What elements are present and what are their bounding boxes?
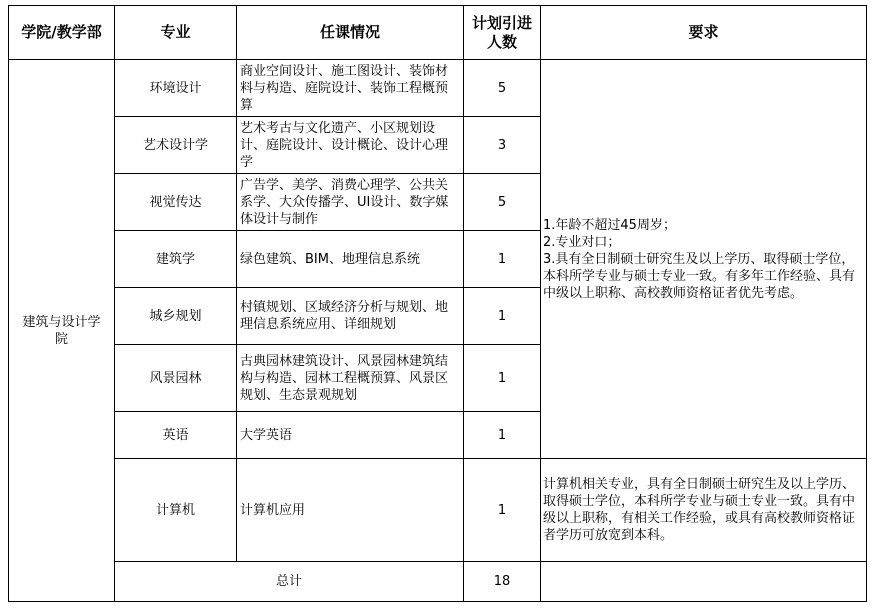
major-cell: 环境设计 (115, 60, 237, 117)
recruitment-table (8, 5, 867, 602)
header-requirements: 要求 (541, 6, 867, 60)
major-cell: 视觉传达 (115, 174, 237, 231)
courses-cell: 艺术考古与文化遗产、小区规划设计、庭院设计、设计概论、设计心理学 (237, 117, 464, 174)
header-row (9, 6, 867, 60)
header-courses: 任课情况 (237, 6, 464, 60)
courses-cell: 广告学、美学、消费心理学、公共关系学、大众传播学、UI设计、数字媒体设计与制作 (237, 174, 464, 231)
college-name: 建筑与设计学院 (9, 60, 115, 602)
count-cell: 5 (464, 60, 541, 117)
major-cell: 建筑学 (115, 231, 237, 288)
courses-cell: 村镇规划、区域经济分析与规划、地理信息系统应用、详细规划 (237, 288, 464, 345)
count-cell: 1 (464, 288, 541, 345)
count-cell: 1 (464, 459, 541, 562)
major-cell: 计算机 (115, 459, 237, 562)
count-cell: 1 (464, 231, 541, 288)
header-major: 专业 (115, 6, 237, 60)
courses-cell: 大学英语 (237, 412, 464, 459)
header-college: 学院/教学部 (9, 6, 115, 60)
major-cell: 风景园林 (115, 345, 237, 412)
count-cell: 1 (464, 412, 541, 459)
total-value: 18 (464, 562, 541, 602)
major-cell: 艺术设计学 (115, 117, 237, 174)
header-plan: 计划引进人数 (464, 6, 541, 60)
total-empty-cell (541, 562, 867, 602)
requirements-computer: 计算机相关专业，具有全日制硕士研究生及以上学历、取得硕士学位，本科所学专业与硕士专业一致。具有中级以上职称，有相关工作经验，或具有高校教师资格证者学历可放宽到本科。 (541, 459, 867, 562)
courses-cell: 绿色建筑、BIM、地理信息系统 (237, 231, 464, 288)
table-row (9, 60, 867, 117)
courses-cell: 商业空间设计、施工图设计、装饰材料与构造、庭院设计、装饰工程概预算 (237, 60, 464, 117)
total-row (9, 562, 867, 602)
count-cell: 3 (464, 117, 541, 174)
major-cell: 城乡规划 (115, 288, 237, 345)
total-label: 总计 (115, 562, 464, 602)
courses-cell: 计算机应用 (237, 459, 464, 562)
major-cell: 英语 (115, 412, 237, 459)
count-cell: 5 (464, 174, 541, 231)
table-row (9, 459, 867, 562)
courses-cell: 古典园林建筑设计、风景园林建筑结构与构造、园林工程概预算、风景区规划、生态景观规划 (237, 345, 464, 412)
count-cell: 1 (464, 345, 541, 412)
requirements-general: 1.年龄不超过45周岁； 2.专业对口； 3.具有全日制硕士研究生及以上学历、取得硕士学位，本科所学专业与硕士专业一致。有多年工作经验、具有中级以上职称、高校教师资格证者优先考虑。 (541, 60, 867, 459)
